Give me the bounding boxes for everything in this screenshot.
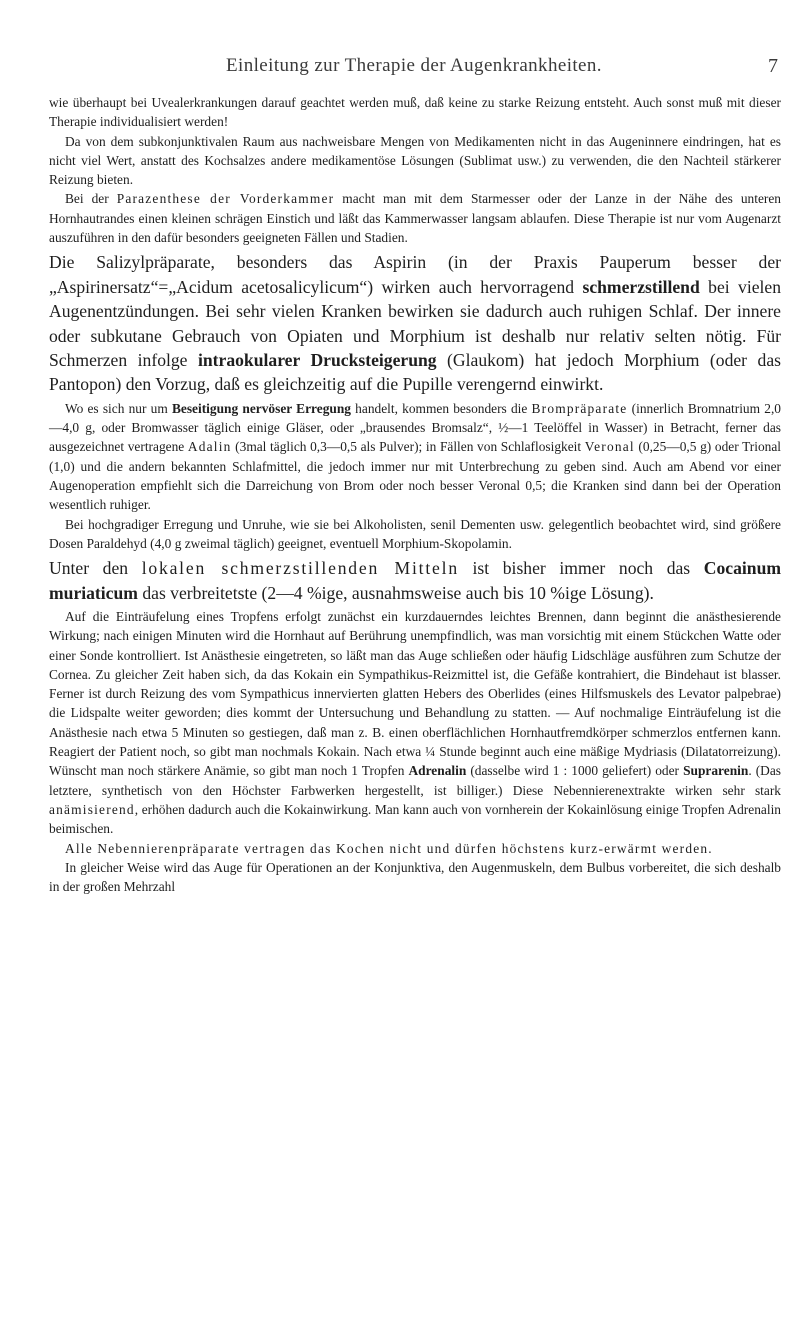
paragraph-paracentesis: [49, 189, 781, 247]
paragraph-nervous-excitement: [49, 399, 781, 515]
emphasis-bold: schmerzstillend: [582, 276, 700, 297]
emphasis-spaced: Veronal: [584, 439, 635, 455]
text-run: (3mal täglich 0,3—0,5 als Pulver); in Fällen von Schlaflosigkeit: [231, 439, 585, 455]
text-run: Die Salizylpräparate, besonders das Aspirin (in der Praxis Pauperum besser der „Aspirinersatz“=„Acidum acetosalicylicum“) wirken auch hervorragend: [49, 252, 781, 297]
emphasis-bold: Cocainum muriaticum: [49, 558, 782, 603]
text-run: In gleicher Weise wird das Auge für Operationen an der Konjunktiva, den Augenmuskeln, dem Bulbus vorbereitet, die sich deshalb in der großen Mehrzahl: [49, 859, 781, 895]
emphasis-bold: Suprarenin: [683, 763, 749, 779]
page-body: [49, 93, 781, 896]
text-run: handelt, kommen besonders die: [350, 400, 532, 416]
paragraph-severe-agitation: [49, 515, 781, 554]
text-run: macht man mit dem Starmesser oder der Lanze in der Nähe des unteren Hornhautrandes einen kleinen schrägen Einstich und läßt das Kammerwasser langsam ablaufen. Diese Therapie ist nur vom Augenarzt auszuführen in den dafür besonders geeigneten Fällen und Stadien.: [49, 191, 782, 246]
emphasis-spaced: anämisierend: [49, 801, 135, 817]
running-title: Einleitung zur Therapie der Augenkrankheiten.: [226, 55, 602, 76]
paragraph-uveal: [49, 93, 781, 132]
text-run: (dasselbe wird 1 : 1000 geliefert) oder: [466, 763, 684, 779]
emphasis-spaced-large: lokalen schmerzstillenden Mitteln: [141, 558, 459, 579]
text-run: Bei der: [65, 191, 117, 207]
text-run: ist bisher immer noch das: [458, 558, 704, 579]
paragraph-local-anesthetics: [49, 556, 781, 605]
text-run: , erhöhen dadurch auch die Kokainwirkung. Man kann auch von vornherein der Kokainlösung einige Tropfen Adrenalin beimischen.: [49, 801, 781, 837]
text-run: (innerlich Bromnatrium 2,0—4,0 g, oder Bromwasser täglich einige Gläser, oder „brausendes Bromsalz“, ½—1 Teelöffel in Wasser) in Betracht, ferner das ausgezeichnet vertragene: [49, 400, 781, 455]
text-run: bei vielen Augenentzündungen. Bei sehr vielen Kranken bewirken sie dadurch auch ruhigen Schlaf. Der innere oder subkutane Gebrauch von Opiaten und Morphium ist deshalb nur relativ selten nötig. Für Schmerzen infolge: [49, 276, 782, 370]
text-run: Auf die Einträufelung eines Tropfens erfolgt zunächst ein kurzdauerndes leichtes Brennen, dann beginnt die anästhesierende Wirkung; nach einigen Minuten wird die Hornhaut auf Berührung unempfindlich, was man vorsichtig mit einem Stückchen Watte oder einer Sonde kontrolliert. Ist Anästhesie eingetreten, so läßt man das Auge schließen oder häufig Lidschläge ausführen zum Schutze der Cornea. Zu gleicher Zeit haben sich, da das Kokain ein Sympathikus-Reizmittel ist, die Gefäße kontrahiert, die Bindehaut ist blasser. Ferner ist durch Reizung des vom Sympathicus innervierten glatten Hebers des Oberlides (eines Hilfsmuskels des Levator palpebrae) die Lidspalte weiter geworden; dies kommt der Untersuchung und Behandlung zu statten. — Auf nochmalige Einträufelung ist die Anästhesie nach etwa 5 Minuten so gestiegen, daß man z. B. einen oberflächlichen Hornhautfremdkörper schmerzlos entfernen kann. Reagiert der Patient noch, so gibt man nochmals Kokain. Nach etwa ¼ Stunde beginnt auch eine mäßige Mydriasis (Dilatatorreizung). Wünscht man noch stärkere Anämie, so gibt man noch 1 Tropfen: [49, 609, 781, 779]
text-run: Wo es sich nur um: [65, 400, 172, 416]
page-number: 7: [768, 55, 778, 77]
text-run: Da von dem subkonjunktivalen Raum aus nachweisbare Mengen von Medikamenten nicht in das Augeninnere eindringen, hat es nicht viel Wert, anstatt des Kochsalzes andere medikamentöse Lösungen (Sublimat usw.) zu verwenden, die den Nachteil stärkerer Reizung bieten.: [49, 133, 781, 188]
paragraph-subconjunctival: [49, 132, 781, 190]
text-run: das verbreitetste (2—4 %ige, ausnahmsweise auch bis 10 %ige Lösung).: [137, 582, 654, 603]
paragraph-adrenal-preparations: [49, 839, 781, 858]
emphasis-bold: Beseitigung nervöser Erregung: [171, 400, 351, 416]
paragraph-operations: [49, 858, 781, 897]
paragraph-cocaine-effect: [49, 607, 781, 839]
text-run: (0,25—0,5 g) oder Trional (1,0) und die andern bekannten Schlafmittel, die jedoch immer nur mit Unterbrechung zu geben sind. Auch am Abend vor einer Augenoperation empfiehlt sich die Darreichung von Brom oder noch besser Veronal 0,5; die Kranken sind dann bei der Operation wesentlich ruhiger.: [49, 439, 782, 513]
emphasis-spaced: Parazenthese der Vorderkammer: [116, 191, 335, 207]
emphasis-spaced: Adalin: [187, 439, 232, 455]
text-run: (Glaukom) hat jedoch Morphium (oder das Pantopon) den Vorzug, daß es gleichzeitig auf die Pupille verengernd einwirkt.: [49, 350, 781, 395]
emphasis-bold: intraokularer Drucksteigerung: [198, 350, 437, 370]
emphasis-bold: Adrenalin: [408, 763, 467, 779]
text-run: wie überhaupt bei Uvealerkrankungen darauf geachtet werden muß, daß keine zu starke Reizung entsteht. Auch sonst muß mit dieser Therapie individualisiert werden!: [49, 95, 781, 130]
text-run: . (Das letztere, synthetisch von den Höchster Farbwerken hergestellt, ist billiger.) Diese Nebennierenextrakte wirken sehr stark: [49, 763, 781, 798]
text-run: Bei hochgradiger Erregung und Unruhe, wie sie bei Alkoholisten, senil Dementen usw. gelegentlich beobachtet wird, sind größere Dosen Paraldehyd (4,0 g zweimal täglich) geeignet, eventuell Morphium-Skopolamin.: [49, 516, 781, 551]
text-run: Unter den: [49, 558, 142, 579]
emphasis-spaced: Alle Nebennierenpräparate vertragen das Kochen nicht und dürfen höchstens kurz-erwärmt werden.: [65, 840, 713, 856]
paragraph-salicylates: [49, 250, 781, 396]
emphasis-spaced: Brompräparate: [531, 400, 628, 416]
